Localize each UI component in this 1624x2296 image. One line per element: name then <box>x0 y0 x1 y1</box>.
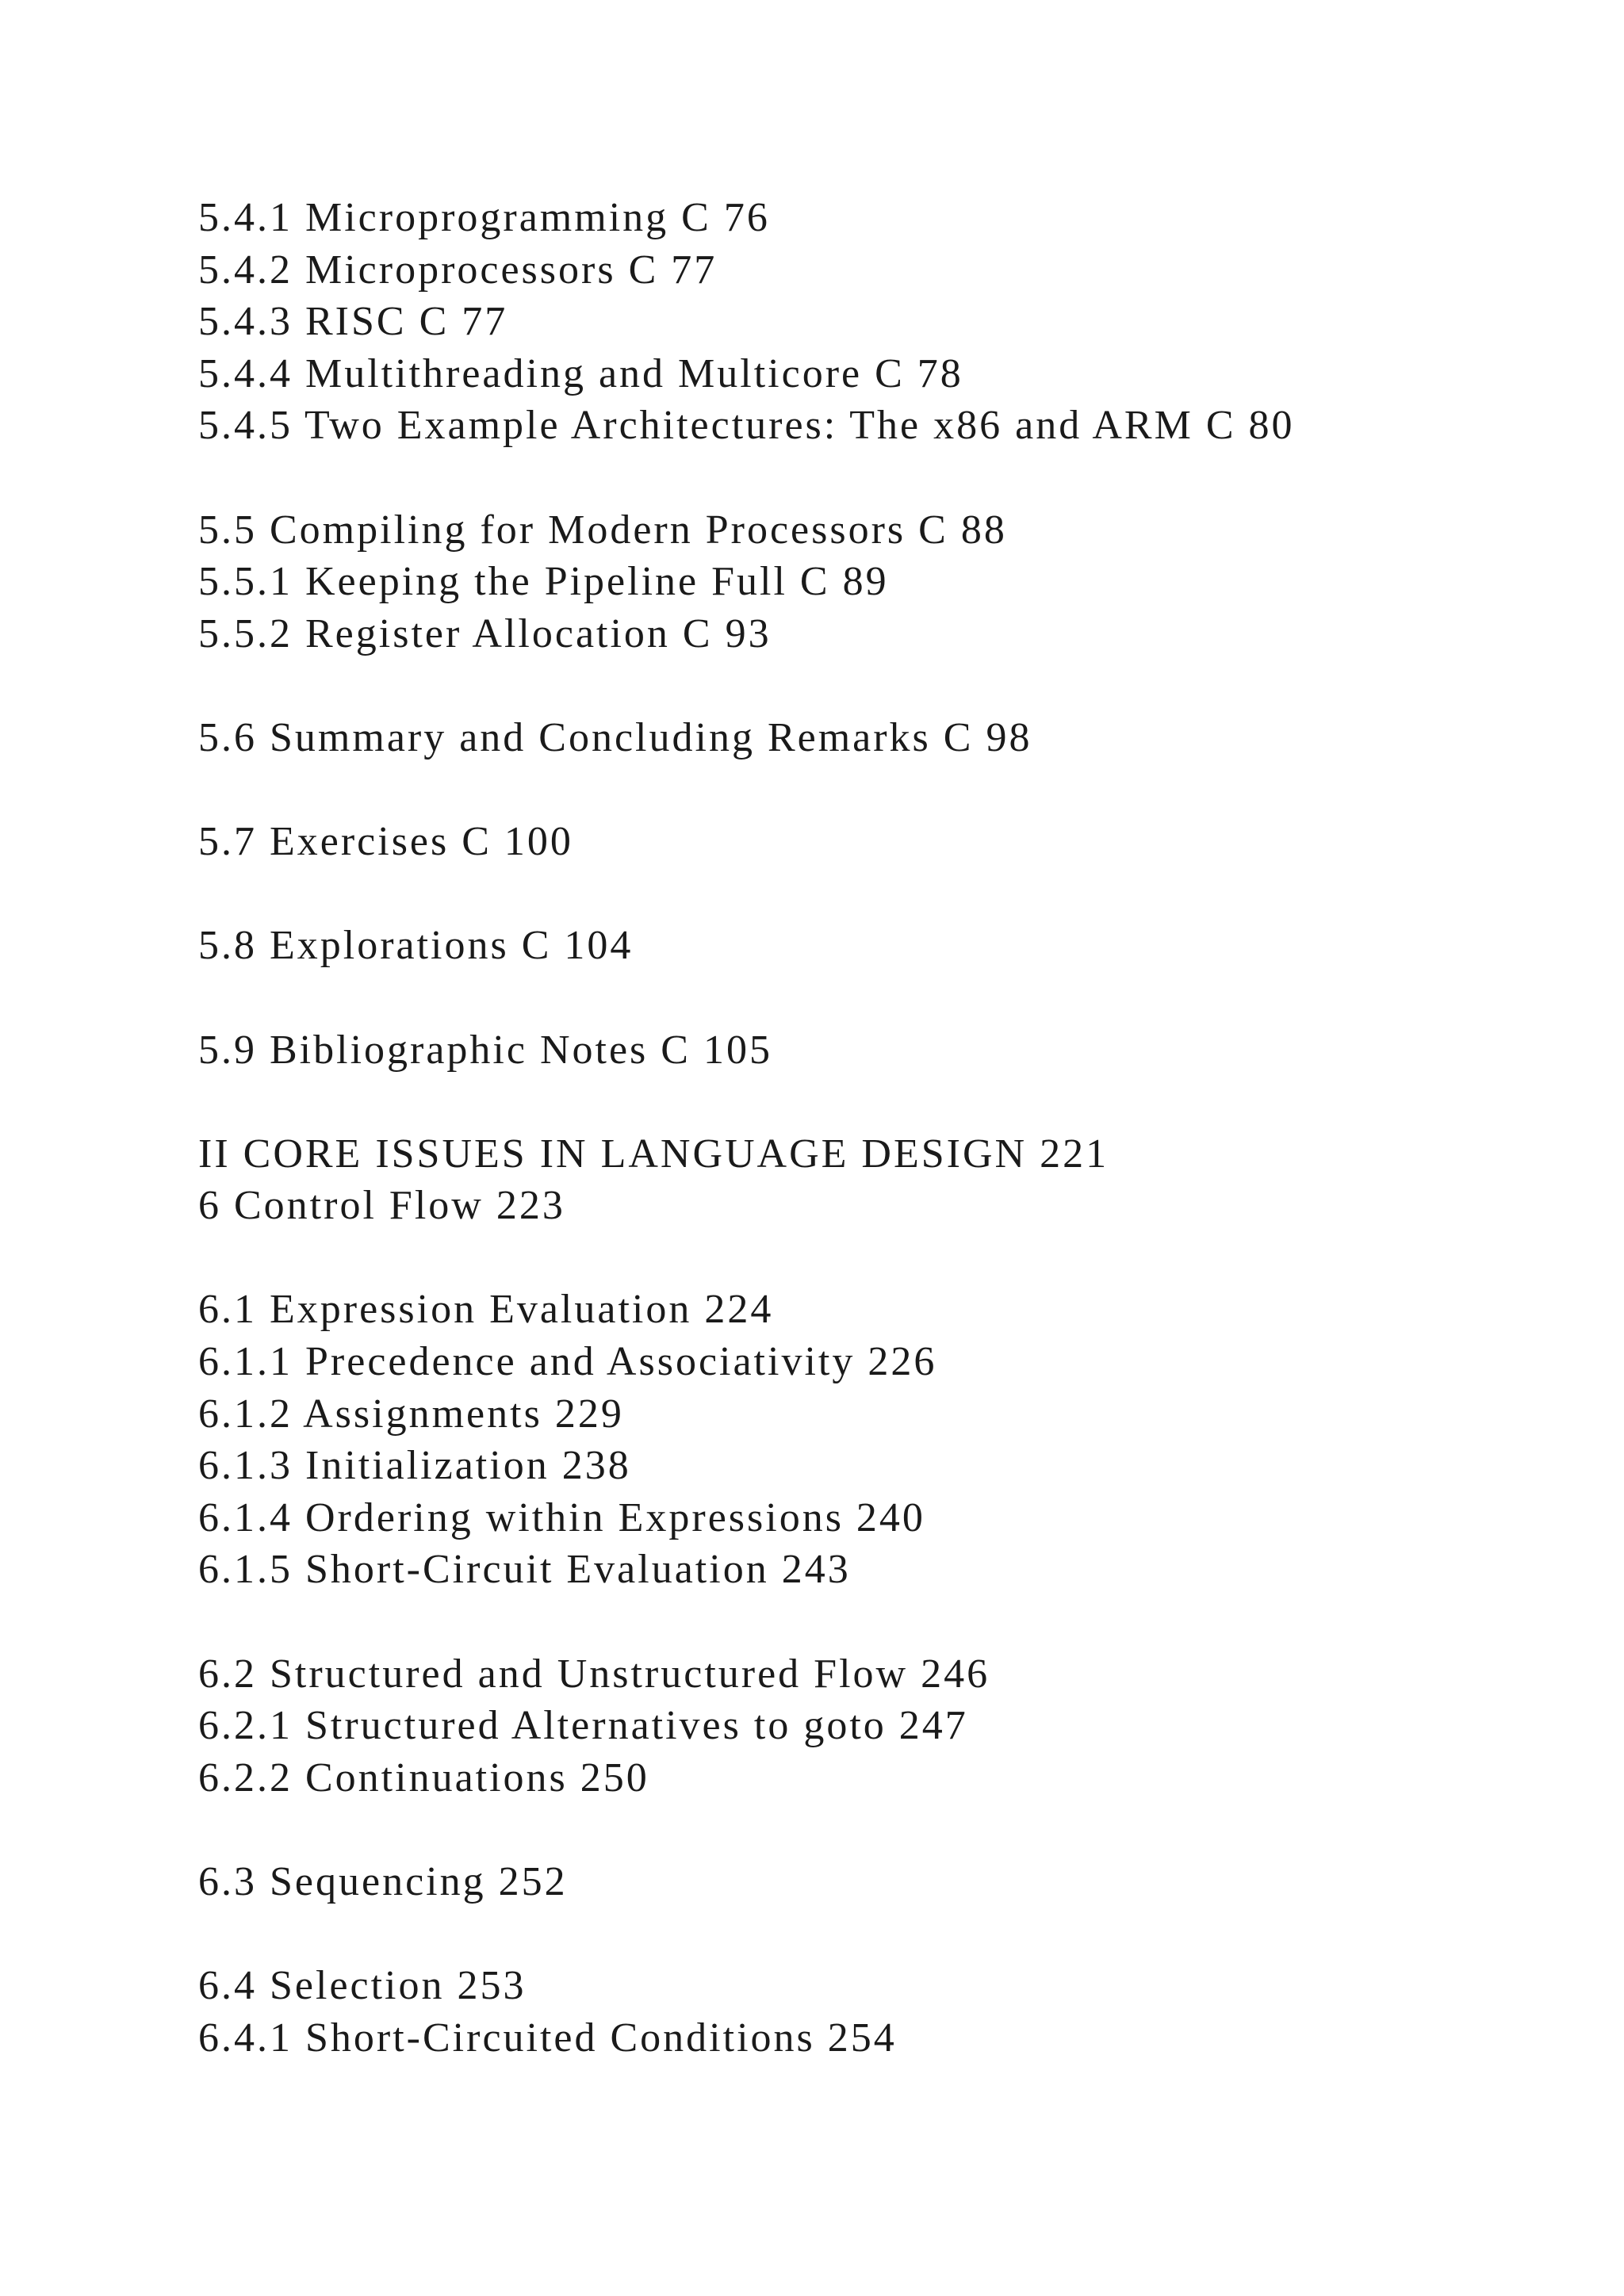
toc-entry: 5.4.3 RISC C 77 <box>198 299 508 345</box>
toc-entry: 5.4.1 Microprogramming C 76 <box>198 195 770 240</box>
table-of-contents <box>198 192 1546 2064</box>
toc-entry: 6.4 Selection 253 <box>198 1963 527 2009</box>
toc-entry: 5.7 Exercises C 100 <box>198 819 573 865</box>
toc-entry: 6.1.5 Short-Circuit Evaluation 243 <box>198 1547 851 1593</box>
toc-entry: 6.2.2 Continuations 250 <box>198 1755 649 1800</box>
toc-entry: 5.8 Explorations C 104 <box>198 923 634 969</box>
toc-entry: 6.1.4 Ordering within Expressions 240 <box>198 1494 925 1540</box>
toc-entry: 6.1.1 Precedence and Associativity 226 <box>198 1339 937 1385</box>
toc-part-heading: II CORE ISSUES IN LANGUAGE DESIGN 221 <box>198 1131 1109 1177</box>
toc-chapter-heading: 6 Control Flow 223 <box>198 1183 565 1229</box>
toc-spacer <box>198 660 1546 712</box>
toc-entry: 6.2 Structured and Unstructured Flow 246 <box>198 1651 990 1697</box>
toc-spacer <box>198 1804 1546 1856</box>
toc-spacer <box>198 868 1546 920</box>
toc-entry: 5.5.1 Keeping the Pipeline Full C 89 <box>198 559 889 605</box>
toc-entry: 5.5.2 Register Allocation C 93 <box>198 610 772 656</box>
toc-entry: 5.4.4 Multithreading and Multicore C 78 <box>198 350 963 396</box>
toc-entry: 6.1.2 Assignments 229 <box>198 1391 624 1437</box>
toc-entry: 6.2.1 Structured Alternatives to goto 247 <box>198 1703 968 1749</box>
toc-entry: 5.5 Compiling for Modern Processors C 88 <box>198 507 1007 553</box>
toc-entry: 5.6 Summary and Concluding Remarks C 98 <box>198 714 1032 760</box>
toc-spacer <box>198 1908 1546 1961</box>
toc-entry: 6.4.1 Short-Circuited Conditions 254 <box>198 2015 897 2061</box>
toc-entry: 5.4.2 Microprocessors C 77 <box>198 247 718 293</box>
toc-spacer <box>198 1076 1546 1128</box>
toc-spacer <box>198 764 1546 817</box>
toc-entry: 6.1 Expression Evaluation 224 <box>198 1287 774 1333</box>
toc-spacer <box>198 972 1546 1024</box>
toc-spacer <box>198 1596 1546 1648</box>
toc-entry: 6.1.3 Initialization 238 <box>198 1443 631 1489</box>
toc-spacer <box>198 452 1546 504</box>
toc-entry: 6.3 Sequencing 252 <box>198 1859 568 1904</box>
toc-entry: 5.9 Bibliographic Notes C 105 <box>198 1027 772 1073</box>
toc-entry: 5.4.5 Two Example Architectures: The x86 and ARM C 80 <box>198 403 1295 449</box>
toc-spacer <box>198 1232 1546 1284</box>
